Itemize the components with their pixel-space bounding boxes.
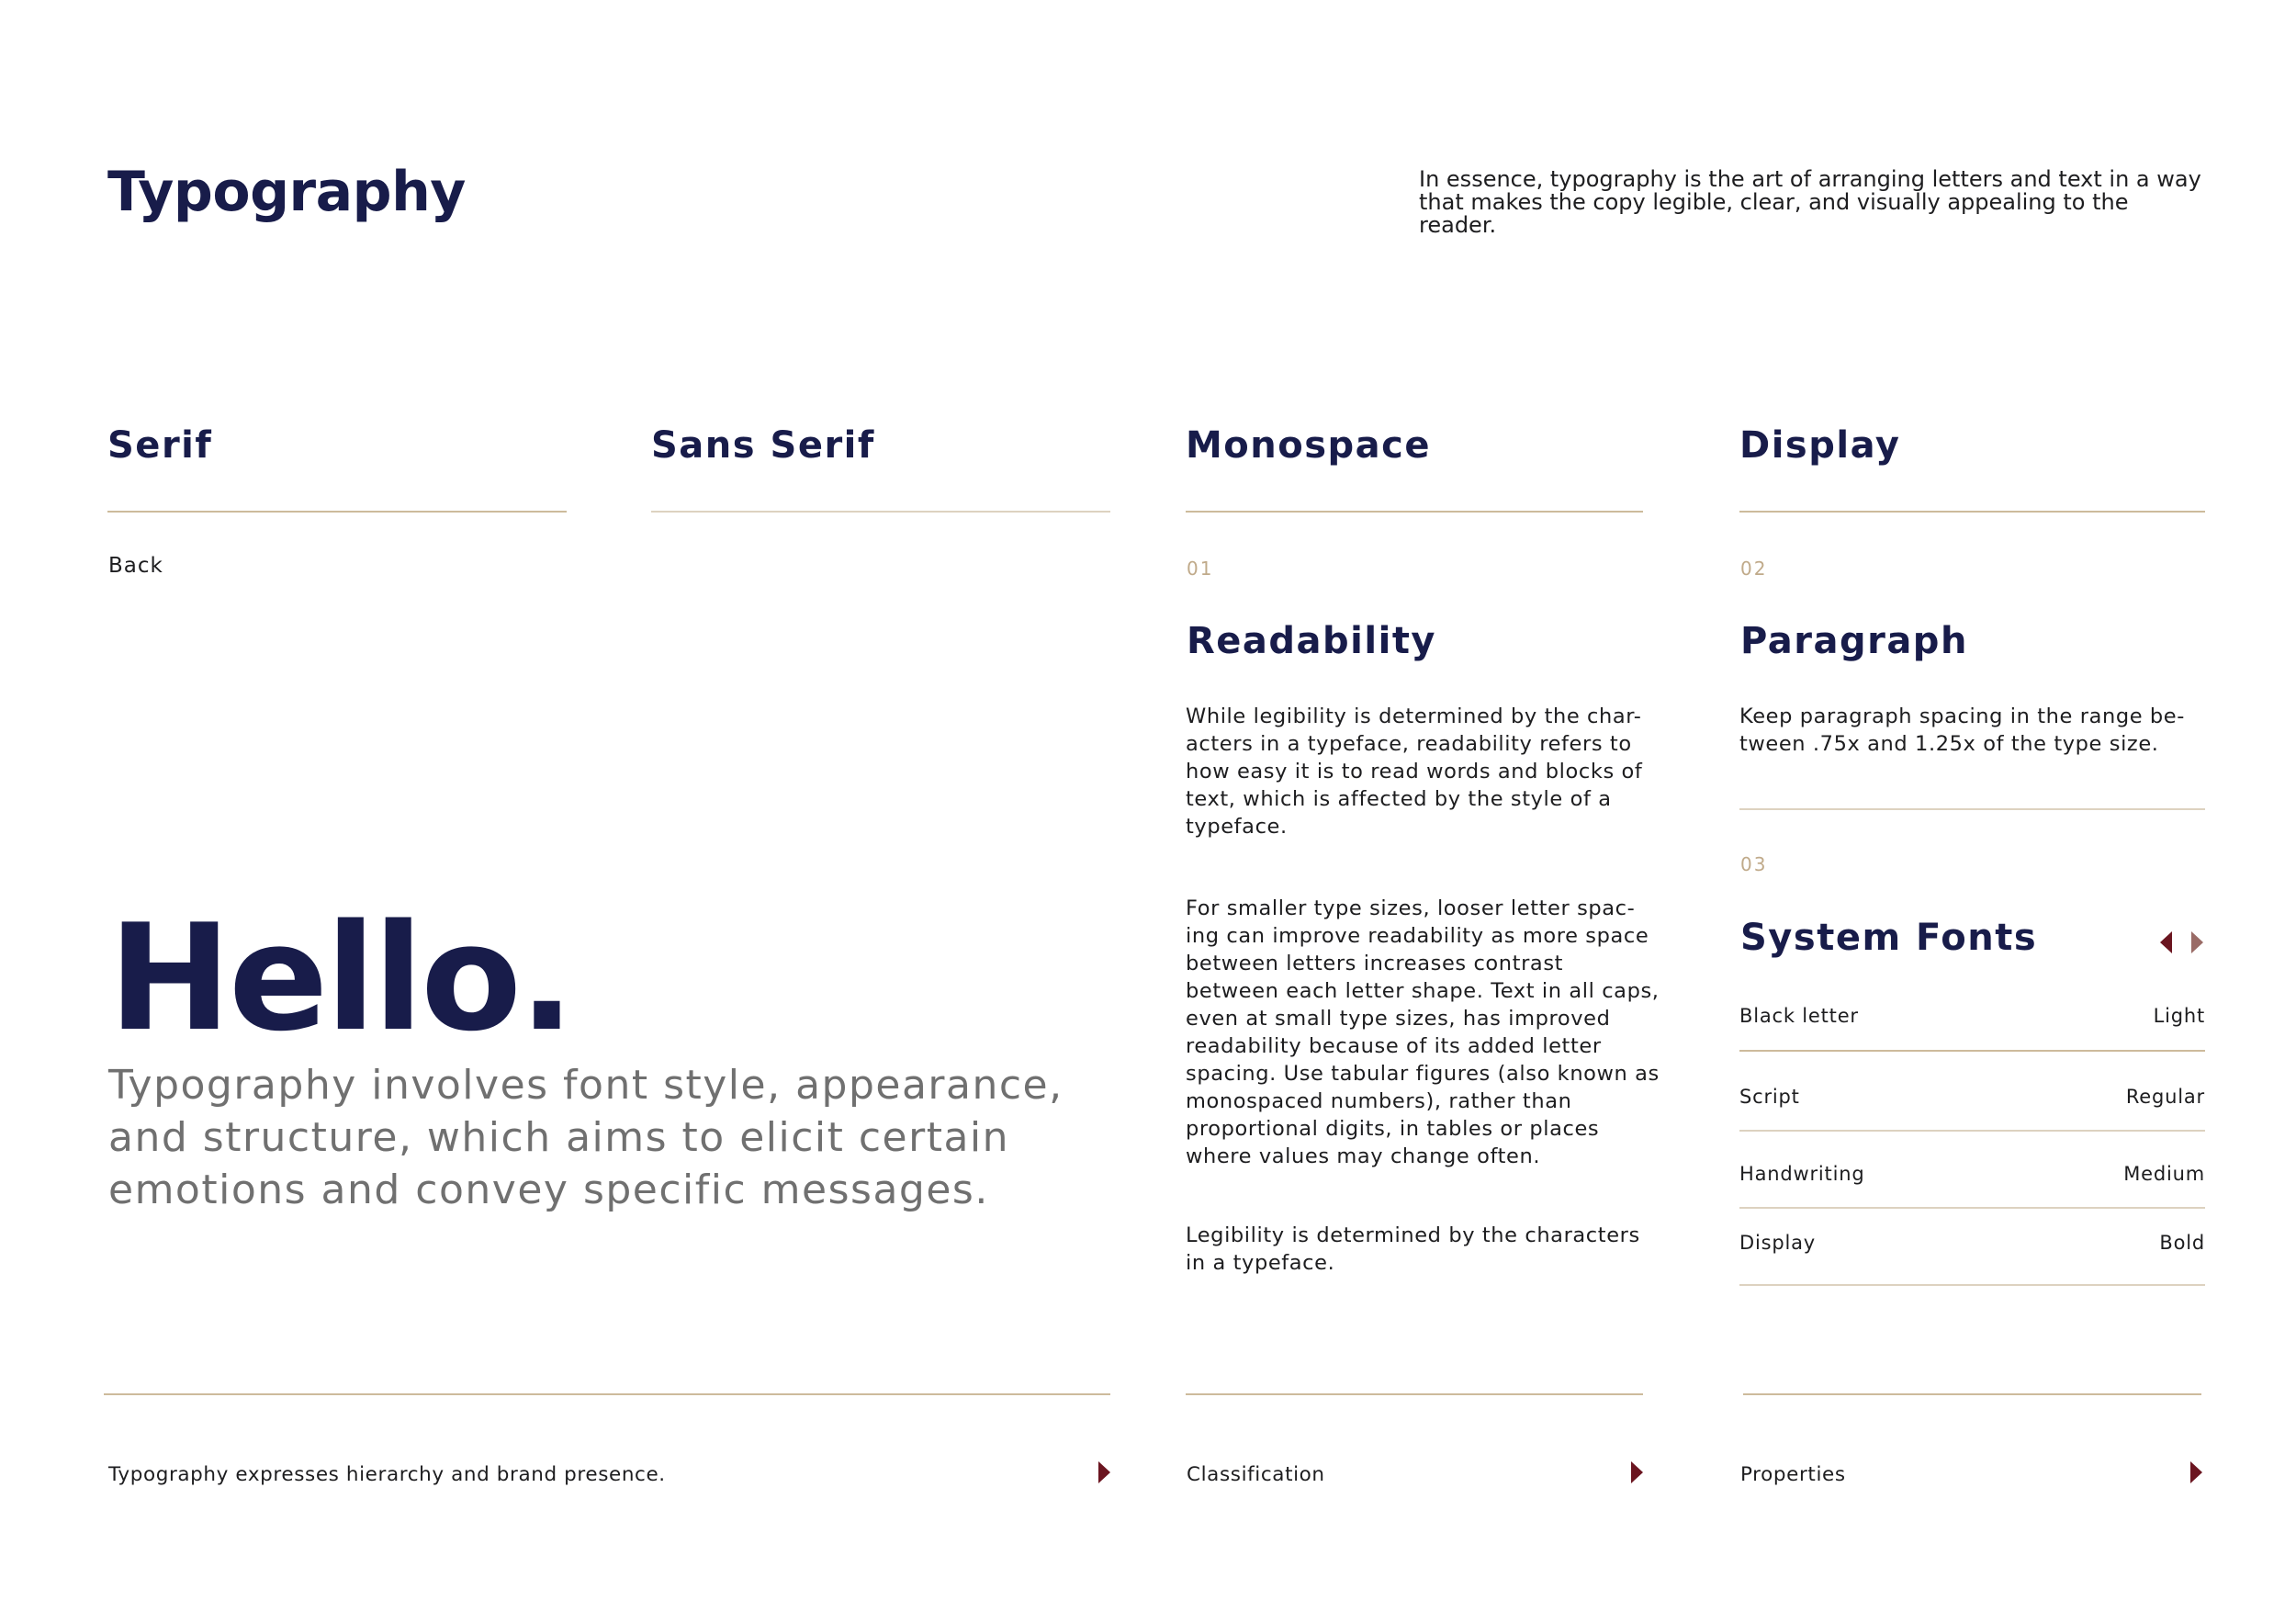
hero-subtitle: Typography involves font style, appearance, and structure, which aims to elicit certain emotions and convey specific messages.	[108, 1062, 1064, 1213]
paragraph-text: Keep paragraph spacing in the range be-tween .75x and 1.25x of the type size.	[1739, 704, 2185, 756]
font-row-label: Handwriting	[1739, 1163, 1865, 1185]
divider	[104, 1393, 1110, 1395]
divider	[1739, 511, 2205, 513]
column-heading-display: Display	[1739, 424, 1901, 467]
next-arrow-icon[interactable]	[1631, 1461, 1643, 1483]
readability-paragraph-2: For smaller type sizes, looser letter spac-ing can improve readability as more space between letters increases contrast between each letter shape. Text in all caps, even at small type sizes, has improved readability because of its added letter spacing. Use tabular figures (also known as monospaced numbers), rather than proportional digits, in tables or places where values may change often.	[1186, 896, 1660, 1168]
divider	[1186, 1393, 1643, 1395]
divider	[107, 511, 567, 513]
font-row-label: Black letter	[1739, 1005, 1859, 1027]
intro-text: In essence, typography is the art of arranging letters and text in a way that makes the copy legible, clear, and visually appealing to the reader.	[1419, 166, 2201, 238]
system-fonts-heading: System Fonts	[1740, 917, 2038, 959]
font-row-weight: Light	[2153, 1005, 2205, 1027]
footer-link-classification[interactable]: Classification	[1187, 1463, 1325, 1486]
previous-arrow-icon[interactable]	[2160, 931, 2172, 953]
page-title: Typography	[107, 160, 466, 224]
font-row-weight: Bold	[2159, 1232, 2205, 1254]
divider	[1186, 511, 1643, 513]
section-number: 01	[1187, 558, 1214, 580]
section-number: 03	[1740, 853, 1768, 875]
divider	[1739, 1050, 2205, 1052]
font-row-weight: Regular	[2125, 1086, 2205, 1108]
divider	[1739, 1130, 2205, 1132]
divider	[1739, 1207, 2205, 1209]
font-row-weight: Medium	[2123, 1163, 2205, 1185]
footer-link-properties[interactable]: Properties	[1740, 1463, 1846, 1486]
back-link[interactable]: Back	[108, 554, 163, 578]
column-heading-sans-serif: Sans Serif	[651, 424, 875, 467]
next-arrow-icon[interactable]	[2190, 1461, 2202, 1483]
footer-statement: Typography expresses hierarchy and brand presence.	[108, 1463, 666, 1486]
font-row-label: Script	[1739, 1086, 1800, 1108]
paragraph-heading: Paragraph	[1740, 620, 1968, 662]
section-number: 02	[1740, 558, 1768, 580]
divider	[1739, 808, 2205, 810]
readability-paragraph-1: While legibility is determined by the char-acters in a typeface, readability refers to how easy it is to read words and blocks of text, which is affected by the style of a typeface.	[1186, 704, 1643, 839]
next-arrow-icon[interactable]	[2191, 931, 2203, 953]
readability-heading: Readability	[1187, 620, 1437, 662]
readability-paragraph-3: Legibility is determined by the characters in a typeface.	[1186, 1223, 1640, 1275]
divider	[1743, 1393, 2201, 1395]
column-heading-serif: Serif	[107, 424, 213, 467]
divider	[651, 511, 1110, 513]
next-arrow-icon[interactable]	[1098, 1461, 1110, 1483]
divider	[1739, 1284, 2205, 1286]
hero-heading: Hello.	[108, 892, 572, 1064]
font-row-label: Display	[1739, 1232, 1817, 1254]
column-heading-monospace: Monospace	[1186, 424, 1432, 467]
